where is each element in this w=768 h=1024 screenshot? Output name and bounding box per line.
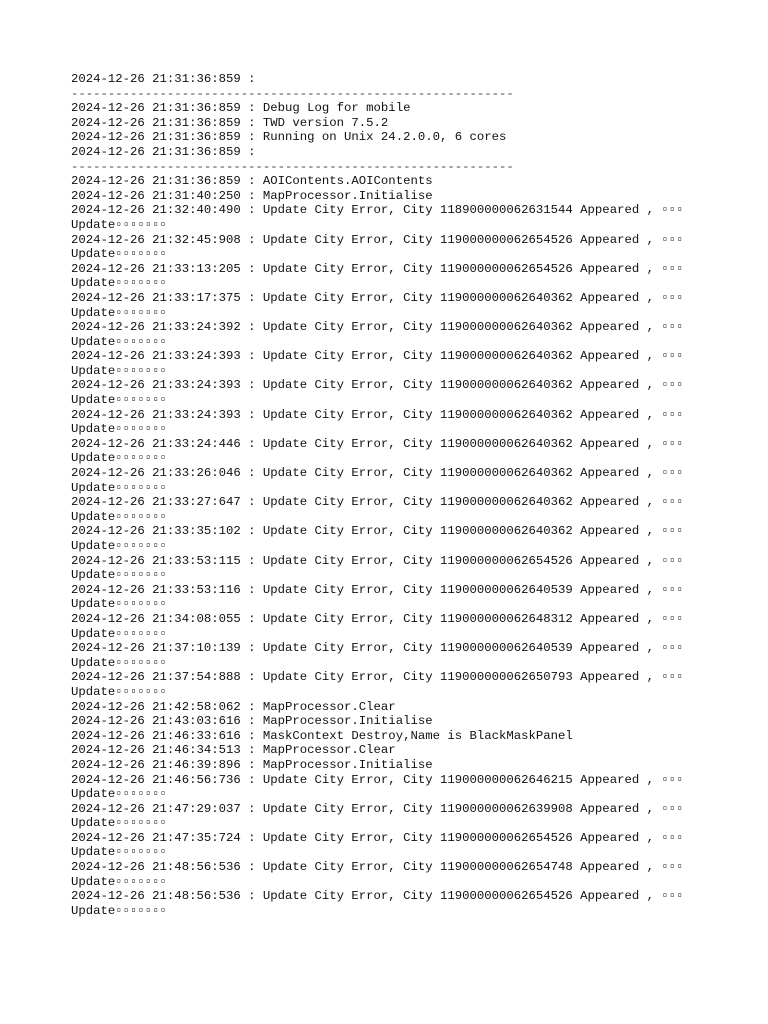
log-line-continuation: Update▫▫▫▫▫▫▫ [71, 422, 167, 437]
log-line: 2024-12-26 21:32:40:490 : Update City Error, City 118900000062631544 Appeared , ▫▫▫ [71, 203, 684, 218]
log-line-continuation: Update▫▫▫▫▫▫▫ [71, 684, 167, 699]
log-line: 2024-12-26 21:33:24:446 : Update City Error, City 119000000062640362 Appeared , ▫▫▫ [71, 436, 684, 451]
log-line: 2024-12-26 21:48:56:536 : Update City Error, City 119000000062654748 Appeared , ▫▫▫ [71, 860, 684, 875]
log-line: 2024-12-26 21:31:36:859 : [71, 144, 256, 159]
log-line-continuation: Update▫▫▫▫▫▫▫ [71, 816, 167, 831]
debug-log-document [71, 72, 711, 918]
log-line-continuation: Update▫▫▫▫▫▫▫ [71, 363, 167, 378]
log-separator: ------------------------------------------------------------ [71, 159, 514, 174]
log-line: 2024-12-26 21:33:53:116 : Update City Error, City 119000000062640539 Appeared , ▫▫▫ [71, 582, 684, 597]
log-line-continuation: Update▫▫▫▫▫▫▫ [71, 626, 167, 641]
log-line: 2024-12-26 21:33:24:393 : Update City Error, City 119000000062640362 Appeared , ▫▫▫ [71, 349, 684, 364]
log-line: 2024-12-26 21:33:13:205 : Update City Error, City 119000000062654526 Appeared , ▫▫▫ [71, 261, 684, 276]
log-line-continuation: Update▫▫▫▫▫▫▫ [71, 597, 167, 612]
log-line: 2024-12-26 21:34:08:055 : Update City Error, City 119000000062648312 Appeared , ▫▫▫ [71, 611, 684, 626]
log-line: 2024-12-26 21:46:56:736 : Update City Error, City 119000000062646215 Appeared , ▫▫▫ [71, 772, 684, 787]
log-line: 2024-12-26 21:47:29:037 : Update City Error, City 119000000062639908 Appeared , ▫▫▫ [71, 801, 684, 816]
log-line: 2024-12-26 21:31:36:859 : Running on Unix 24.2.0.0, 6 cores [71, 130, 507, 145]
log-line: 2024-12-26 21:46:33:616 : MaskContext Destroy,Name is BlackMaskPanel [71, 728, 573, 743]
log-line: 2024-12-26 21:32:45:908 : Update City Error, City 119000000062654526 Appeared , ▫▫▫ [71, 232, 684, 247]
log-line: 2024-12-26 21:31:36:859 : Debug Log for mobile [71, 101, 411, 116]
log-line: 2024-12-26 21:31:36:859 : [71, 72, 256, 86]
log-line-continuation: Update▫▫▫▫▫▫▫ [71, 334, 167, 349]
log-line-continuation: Update▫▫▫▫▫▫▫ [71, 568, 167, 583]
log-line: 2024-12-26 21:33:26:046 : Update City Error, City 119000000062640362 Appeared , ▫▫▫ [71, 466, 684, 481]
log-line: 2024-12-26 21:33:35:102 : Update City Error, City 119000000062640362 Appeared , ▫▫▫ [71, 524, 684, 539]
log-line: 2024-12-26 21:37:10:139 : Update City Error, City 119000000062640539 Appeared , ▫▫▫ [71, 641, 684, 656]
log-line-continuation: Update▫▫▫▫▫▫▫ [71, 451, 167, 466]
log-line: 2024-12-26 21:37:54:888 : Update City Error, City 119000000062650793 Appeared , ▫▫▫ [71, 670, 684, 685]
log-line: 2024-12-26 21:42:58:062 : MapProcessor.Clear [71, 699, 396, 714]
log-line: 2024-12-26 21:46:39:896 : MapProcessor.Initialise [71, 757, 433, 772]
log-line: 2024-12-26 21:47:35:724 : Update City Error, City 119000000062654526 Appeared , ▫▫▫ [71, 830, 684, 845]
log-line-continuation: Update▫▫▫▫▫▫▫ [71, 393, 167, 408]
log-line: 2024-12-26 21:33:17:375 : Update City Error, City 119000000062640362 Appeared , ▫▫▫ [71, 290, 684, 305]
log-line: 2024-12-26 21:31:36:859 : AOIContents.AOIContents [71, 174, 433, 189]
log-line: 2024-12-26 21:31:36:859 : TWD version 7.5.2 [71, 115, 389, 130]
log-line-continuation: Update▫▫▫▫▫▫▫ [71, 874, 167, 889]
log-line: 2024-12-26 21:33:24:393 : Update City Error, City 119000000062640362 Appeared , ▫▫▫ [71, 378, 684, 393]
log-line-continuation: Update▫▫▫▫▫▫▫ [71, 787, 167, 802]
log-line-continuation: Update▫▫▫▫▫▫▫ [71, 305, 167, 320]
log-line: 2024-12-26 21:33:53:115 : Update City Error, City 119000000062654526 Appeared , ▫▫▫ [71, 553, 684, 568]
log-line: 2024-12-26 21:31:40:250 : MapProcessor.Initialise [71, 188, 433, 203]
log-line-continuation: Update▫▫▫▫▫▫▫ [71, 217, 167, 232]
log-line: 2024-12-26 21:48:56:536 : Update City Error, City 119000000062654526 Appeared , ▫▫▫ [71, 889, 684, 904]
log-line-continuation: Update▫▫▫▫▫▫▫ [71, 247, 167, 262]
log-line-continuation: Update▫▫▫▫▫▫▫ [71, 845, 167, 860]
log-line: 2024-12-26 21:33:24:392 : Update City Error, City 119000000062640362 Appeared , ▫▫▫ [71, 320, 684, 335]
log-line-continuation: Update▫▫▫▫▫▫▫ [71, 539, 167, 553]
log-line: 2024-12-26 21:33:24:393 : Update City Error, City 119000000062640362 Appeared , ▫▫▫ [71, 407, 684, 422]
log-line-continuation: Update▫▫▫▫▫▫▫ [71, 903, 167, 918]
log-line: 2024-12-26 21:33:27:647 : Update City Error, City 119000000062640362 Appeared , ▫▫▫ [71, 495, 684, 510]
log-line-continuation: Update▫▫▫▫▫▫▫ [71, 509, 167, 524]
log-line-continuation: Update▫▫▫▫▫▫▫ [71, 480, 167, 495]
log-separator: ------------------------------------------------------------ [71, 86, 514, 101]
log-line: 2024-12-26 21:46:34:513 : MapProcessor.Clear [71, 743, 396, 758]
log-line-continuation: Update▫▫▫▫▫▫▫ [71, 276, 167, 291]
log-line: 2024-12-26 21:43:03:616 : MapProcessor.Initialise [71, 714, 433, 729]
log-line-continuation: Update▫▫▫▫▫▫▫ [71, 655, 167, 670]
